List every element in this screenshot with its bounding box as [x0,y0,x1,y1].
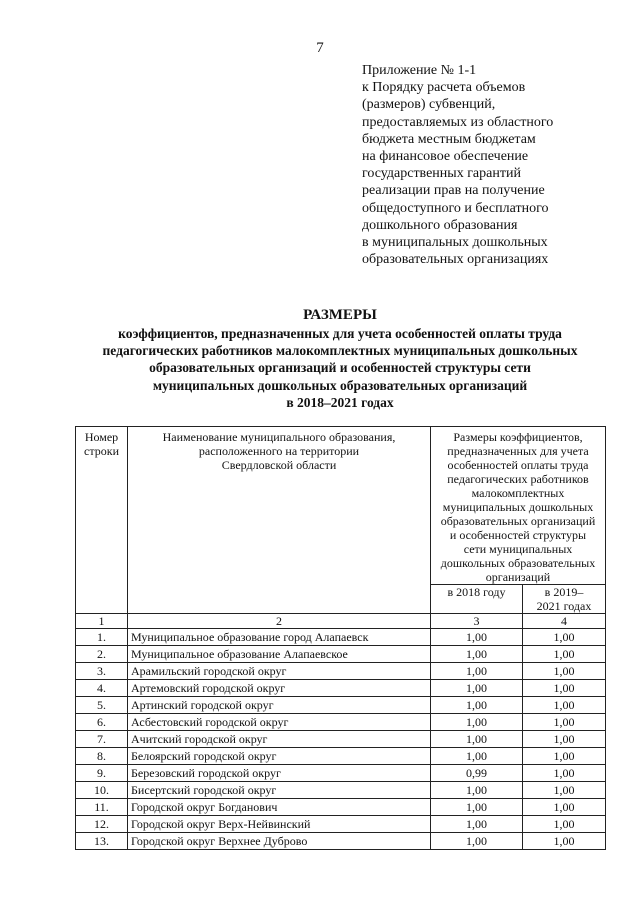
coef-2018: 1,00 [431,731,523,748]
table-row [76,799,606,816]
coef-2019-2021: 1,00 [523,816,606,833]
coef-2018: 1,00 [431,680,523,697]
coef-2019-2021: 1,00 [523,646,606,663]
appendix-line: образовательных организациях [362,252,549,268]
appendix-line: бюджета местным бюджетам [362,131,536,147]
appendix-line: к Порядку расчета объемов [362,80,526,96]
coef-2018: 1,00 [431,748,523,765]
table-row [76,629,606,646]
coef-2018: 1,00 [431,833,523,850]
appendix-line: (размеров) субвенций, [362,97,496,113]
coef-2019-2021: 1,00 [523,629,606,646]
table-row [76,833,606,850]
row-number: 3. [76,663,128,680]
column-number: 3 [431,614,523,629]
municipality-name: Белоярский городской округ [128,748,431,765]
appendix-line: общедоступного и бесплатного [362,200,549,216]
subtitle-line: педагогических работников малокомплектных муниципальных дошкольных [102,343,578,359]
appendix-line: дошкольного образования [362,217,518,233]
column-number: 1 [76,614,128,629]
table-row [76,816,606,833]
column-number: 4 [523,614,606,629]
table-row [76,663,606,680]
municipality-name: Муниципальное образование город Алапаевск [128,629,431,646]
appendix-line: государственных гарантий [362,166,521,182]
coef-2019-2021: 1,00 [523,731,606,748]
coef-2019-2021: 1,00 [523,782,606,799]
appendix-note [362,62,632,268]
document-title-block [0,306,640,411]
municipality-name: Артинский городской округ [128,697,431,714]
coef-2019-2021: 1,00 [523,833,606,850]
column-numbers-row [76,614,606,629]
municipality-name: Бисертский городской округ [128,782,431,799]
coef-2018: 1,00 [431,782,523,799]
appendix-line: реализации прав на получение [362,183,545,199]
coef-2018: 1,00 [431,799,523,816]
row-number: 12. [76,816,128,833]
page-number: 7 [316,40,324,56]
row-number: 1. [76,629,128,646]
row-number: 13. [76,833,128,850]
municipality-name: Березовский городской округ [128,765,431,782]
municipality-name: Арамильский городской округ [128,663,431,680]
coef-2019-2021: 1,00 [523,680,606,697]
table-row [76,731,606,748]
appendix-line: предоставляемых из областного [362,114,554,130]
row-number: 10. [76,782,128,799]
coef-2019-2021: 1,00 [523,697,606,714]
municipality-name: Городской округ Верх-Нейвинский [128,816,431,833]
row-number: 5. [76,697,128,714]
row-number: 9. [76,765,128,782]
municipality-name: Ачитский городской округ [128,731,431,748]
row-number: 7. [76,731,128,748]
table-row [76,782,606,799]
subtitle-line: образовательных организаций и особенностей структуры сети [149,360,531,376]
coef-2018: 0,99 [431,765,523,782]
table-row [76,646,606,663]
coef-2018: 1,00 [431,697,523,714]
header-row-number: Номер строки [76,427,128,614]
coef-2018: 1,00 [431,663,523,680]
municipality-name: Городской округ Богданович [128,799,431,816]
row-number: 2. [76,646,128,663]
coef-2019-2021: 1,00 [523,663,606,680]
appendix-line: Приложение № 1-1 [362,63,477,78]
row-number: 8. [76,748,128,765]
table-row [76,680,606,697]
header-municipality: Наименование муниципального образования, расположенного на территории Свердловской области [128,427,431,614]
column-number: 2 [128,614,431,629]
municipality-name: Асбестовский городской округ [128,714,431,731]
appendix-line: в муниципальных дошкольных [362,235,548,251]
subtitle-line: в 2018–2021 годах [286,394,394,410]
coef-2018: 1,00 [431,714,523,731]
subtitle-line: коэффициентов, предназначенных для учета особенностей оплаты труда [118,326,562,341]
header-year-2018: в 2018 году [431,585,523,614]
municipality-name: Муниципальное образование Алапаевское [128,646,431,663]
table-row [76,714,606,731]
coef-2018: 1,00 [431,629,523,646]
coef-2019-2021: 1,00 [523,748,606,765]
row-number: 6. [76,714,128,731]
municipality-name: Артемовский городской округ [128,680,431,697]
coef-2019-2021: 1,00 [523,799,606,816]
header-year-2019-2021: в 2019– 2021 годах [523,585,606,614]
table-row [76,697,606,714]
coefficients-table [75,426,606,850]
table-row [76,748,606,765]
coef-2019-2021: 1,00 [523,765,606,782]
coef-2019-2021: 1,00 [523,714,606,731]
coef-2018: 1,00 [431,816,523,833]
document-title: РАЗМЕРЫ [303,307,377,323]
municipality-name: Городской округ Верхнее Дуброво [128,833,431,850]
table-row [76,765,606,782]
row-number: 4. [76,680,128,697]
coef-2018: 1,00 [431,646,523,663]
row-number: 11. [76,799,128,816]
appendix-line: на финансовое обеспечение [362,149,529,165]
header-coefficients: Размеры коэффициентов, предназначенных для учета особенностей оплаты труда педагогических работников малокомплектных муниципальных дошкольных образовательных организаций и особенностей структуры сети муниципальных дошкольных образовательных организаций [431,427,606,585]
subtitle-line: муниципальных дошкольных образовательных организаций [152,377,528,393]
